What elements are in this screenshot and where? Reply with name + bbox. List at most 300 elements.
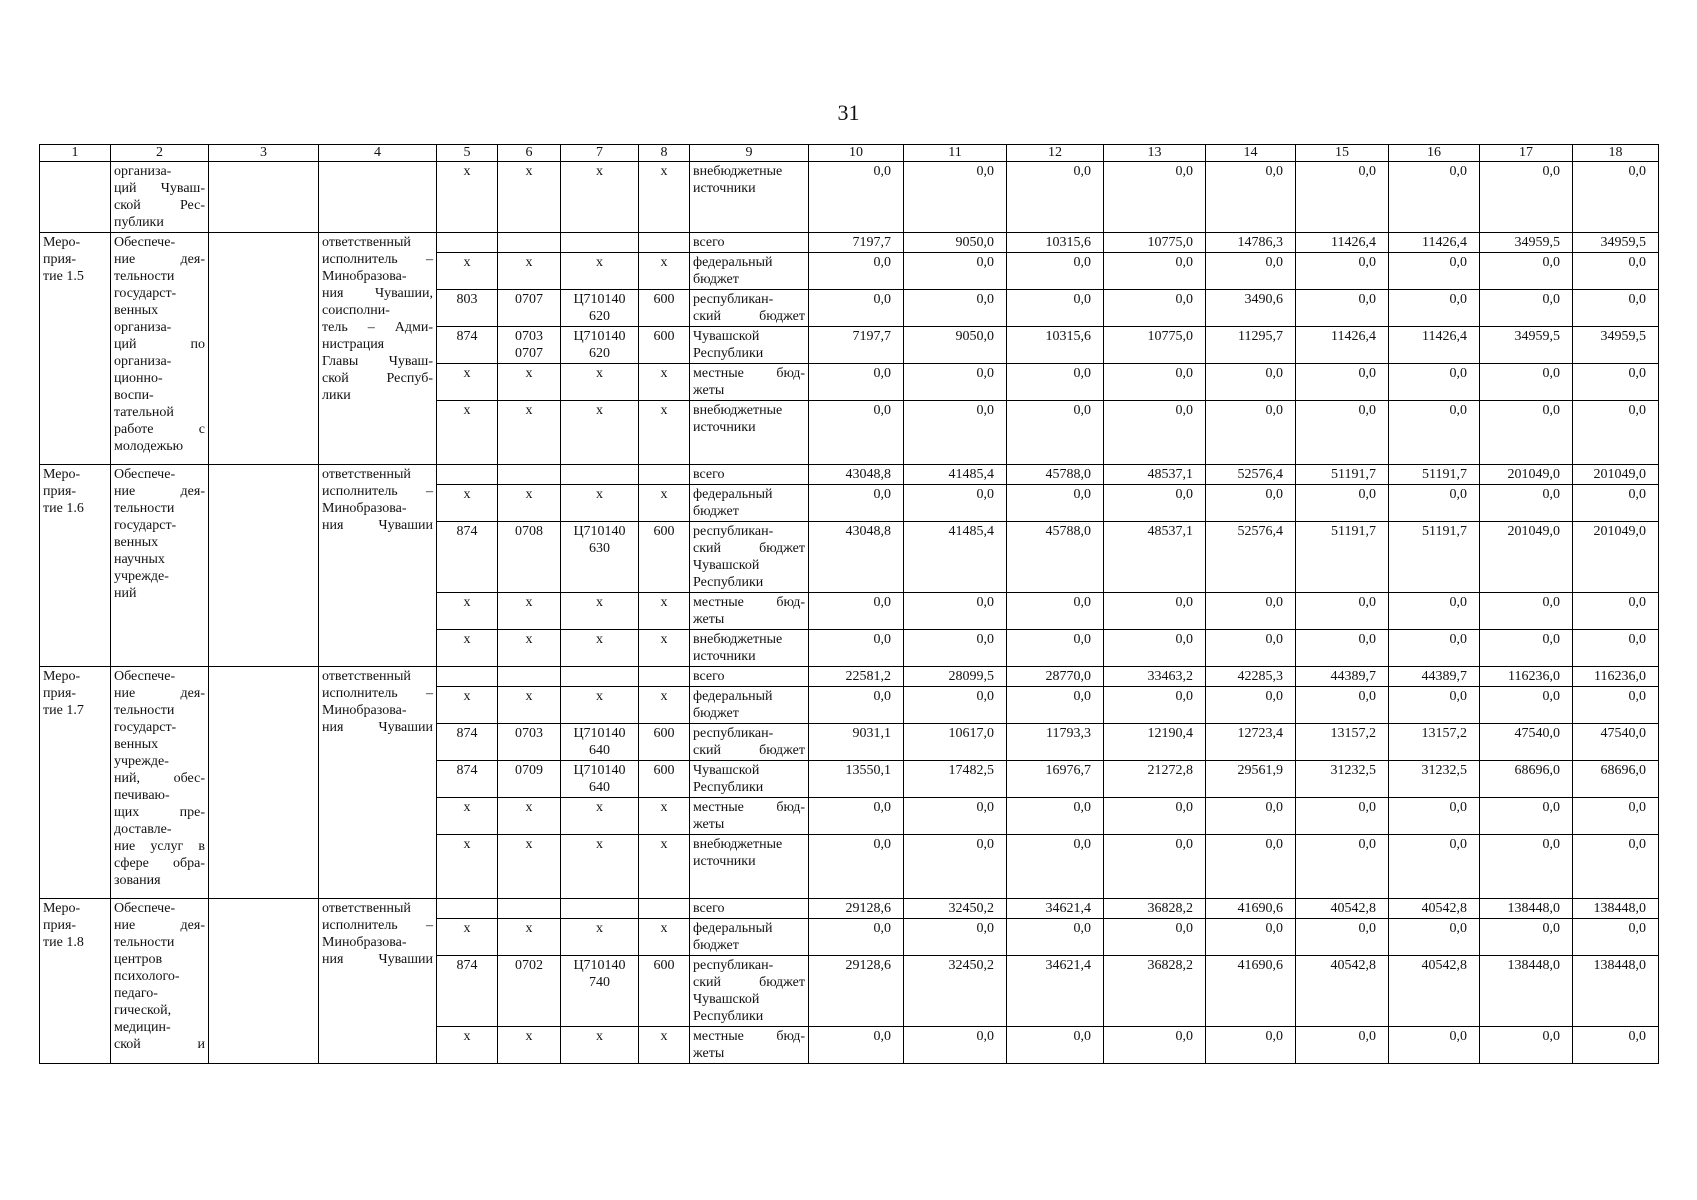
kbk-grbs: х [437,1027,498,1064]
amount-cell: 11295,7 [1206,327,1296,364]
amount-cell: 9050,0 [904,233,1007,253]
co-executor [209,233,319,465]
amount-cell: 0,0 [1206,401,1296,465]
amount-cell: 0,0 [904,593,1007,630]
amount-cell: 29128,6 [809,899,904,919]
kbk-expense-type: 600 [639,522,690,593]
kbk-expense-type [639,233,690,253]
amount-cell: 138448,0 [1573,956,1659,1027]
column-number: 2 [111,145,209,162]
amount-cell: 68696,0 [1480,761,1573,798]
kbk-target-article: х [561,593,639,630]
amount-cell: 0,0 [809,630,904,667]
amount-cell: 29128,6 [809,956,904,1027]
event-name: Обеспече- ние дея- тельности государст- венных учрежде- ний, обес- печиваю- щих пре- доставле- ние услуг в сфере обра- зования [111,667,209,899]
amount-cell: 0,0 [1573,162,1659,233]
funding-source: внебюджетные источники [690,630,809,667]
amount-cell: 0,0 [1206,687,1296,724]
budget-table [39,144,1659,1064]
amount-cell: 0,0 [904,290,1007,327]
amount-cell: 0,0 [904,401,1007,465]
amount-cell: 11426,4 [1296,327,1389,364]
amount-cell: 10315,6 [1007,233,1104,253]
amount-cell: 51191,7 [1389,522,1480,593]
kbk-target-article: Ц710140 620 [561,290,639,327]
amount-cell: 0,0 [1389,835,1480,899]
kbk-section: 0703 0707 [498,327,561,364]
executor: ответственный исполнитель – Минобразова- ния Чувашии [319,465,437,667]
amount-cell: 0,0 [1104,162,1206,233]
kbk-target-article: х [561,835,639,899]
amount-cell: 0,0 [1389,919,1480,956]
kbk-expense-type [639,667,690,687]
kbk-target-article: Ц710140 630 [561,522,639,593]
co-executor [209,465,319,667]
funding-source: федеральный бюджет [690,919,809,956]
column-number: 14 [1206,145,1296,162]
amount-cell: 7197,7 [809,233,904,253]
amount-cell: 0,0 [1573,919,1659,956]
amount-cell: 36828,2 [1104,899,1206,919]
amount-cell: 0,0 [1296,630,1389,667]
amount-cell: 45788,0 [1007,465,1104,485]
kbk-grbs [437,667,498,687]
column-number: 3 [209,145,319,162]
amount-cell: 201049,0 [1573,465,1659,485]
amount-cell: 11426,4 [1389,233,1480,253]
event-name: Обеспече- ние дея- тельности государст- венных организа- ций по организа- ционно- воспи- тательной работе с молодежью [111,233,209,465]
amount-cell: 0,0 [1573,401,1659,465]
co-executor [209,667,319,899]
kbk-section: х [498,1027,561,1064]
event-label: Меро- прия- тие 1.5 [40,233,111,465]
kbk-expense-type: 600 [639,956,690,1027]
kbk-section: 0708 [498,522,561,593]
table-row [40,667,1659,687]
amount-cell: 22581,2 [809,667,904,687]
funding-source: республикан- ский бюджет Чувашской Республики [690,522,809,593]
kbk-grbs: 874 [437,724,498,761]
amount-cell: 0,0 [809,290,904,327]
amount-cell: 0,0 [1480,630,1573,667]
amount-cell: 51191,7 [1296,465,1389,485]
amount-cell: 0,0 [1104,630,1206,667]
amount-cell: 0,0 [809,253,904,290]
amount-cell: 0,0 [1573,485,1659,522]
kbk-grbs: х [437,687,498,724]
amount-cell: 0,0 [1104,1027,1206,1064]
amount-cell: 0,0 [1389,687,1480,724]
amount-cell: 34959,5 [1573,233,1659,253]
amount-cell: 44389,7 [1296,667,1389,687]
amount-cell: 0,0 [1389,401,1480,465]
amount-cell: 0,0 [1206,364,1296,401]
column-number: 17 [1480,145,1573,162]
amount-cell: 0,0 [904,687,1007,724]
table-row [40,465,1659,485]
amount-cell: 0,0 [1007,1027,1104,1064]
amount-cell: 0,0 [1480,364,1573,401]
funding-source: всего [690,233,809,253]
amount-cell: 47540,0 [1573,724,1659,761]
amount-cell: 11426,4 [1296,233,1389,253]
amount-cell: 0,0 [1389,630,1480,667]
amount-cell: 0,0 [1007,290,1104,327]
amount-cell: 34959,5 [1480,327,1573,364]
kbk-grbs: х [437,630,498,667]
amount-cell: 13157,2 [1296,724,1389,761]
kbk-expense-type: 600 [639,290,690,327]
amount-cell: 116236,0 [1573,667,1659,687]
amount-cell: 0,0 [1389,593,1480,630]
co-executor [209,899,319,1064]
funding-source: всего [690,667,809,687]
amount-cell: 33463,2 [1104,667,1206,687]
kbk-section: х [498,485,561,522]
amount-cell: 201049,0 [1480,522,1573,593]
kbk-target-article: х [561,919,639,956]
amount-cell: 0,0 [1296,919,1389,956]
kbk-grbs: х [437,162,498,233]
kbk-target-article: х [561,485,639,522]
amount-cell: 12190,4 [1104,724,1206,761]
table-body [40,145,1659,1064]
amount-cell: 0,0 [1389,1027,1480,1064]
amount-cell: 0,0 [1389,485,1480,522]
amount-cell: 0,0 [904,253,1007,290]
amount-cell: 0,0 [1573,290,1659,327]
funding-source: республикан- ский бюджет [690,290,809,327]
amount-cell: 0,0 [1104,401,1206,465]
kbk-grbs [437,899,498,919]
kbk-grbs [437,465,498,485]
amount-cell: 0,0 [809,485,904,522]
amount-cell: 34621,4 [1007,956,1104,1027]
amount-cell: 0,0 [1573,687,1659,724]
funding-source: всего [690,465,809,485]
kbk-expense-type: х [639,593,690,630]
amount-cell: 0,0 [809,919,904,956]
funding-source: внебюджетные источники [690,401,809,465]
amount-cell: 12723,4 [1206,724,1296,761]
column-number-row [40,145,1659,162]
amount-cell: 138448,0 [1480,899,1573,919]
column-number: 9 [690,145,809,162]
kbk-grbs [437,233,498,253]
amount-cell: 0,0 [809,162,904,233]
amount-cell: 0,0 [1206,162,1296,233]
amount-cell: 41690,6 [1206,899,1296,919]
amount-cell: 0,0 [1007,687,1104,724]
amount-cell: 51191,7 [1389,465,1480,485]
column-number: 11 [904,145,1007,162]
amount-cell: 45788,0 [1007,522,1104,593]
column-number: 6 [498,145,561,162]
kbk-expense-type: 600 [639,761,690,798]
amount-cell: 3490,6 [1206,290,1296,327]
event-name: Обеспече- ние дея- тельности государст- венных научных учрежде- ний [111,465,209,667]
amount-cell: 0,0 [1206,798,1296,835]
amount-cell: 0,0 [809,687,904,724]
amount-cell: 0,0 [1296,253,1389,290]
amount-cell: 0,0 [1206,835,1296,899]
amount-cell: 40542,8 [1389,899,1480,919]
amount-cell: 47540,0 [1480,724,1573,761]
amount-cell: 0,0 [1389,798,1480,835]
co-executor [209,162,319,233]
kbk-target-article: х [561,253,639,290]
kbk-target-article [561,233,639,253]
amount-cell: 0,0 [1104,290,1206,327]
column-number: 8 [639,145,690,162]
amount-cell: 0,0 [1007,485,1104,522]
amount-cell: 0,0 [1007,401,1104,465]
amount-cell: 10775,0 [1104,327,1206,364]
amount-cell: 0,0 [809,593,904,630]
amount-cell: 116236,0 [1480,667,1573,687]
kbk-target-article: х [561,401,639,465]
amount-cell: 0,0 [904,919,1007,956]
amount-cell: 138448,0 [1573,899,1659,919]
kbk-expense-type: х [639,253,690,290]
kbk-target-article: Ц710140 640 [561,761,639,798]
kbk-grbs: 874 [437,327,498,364]
table-row [40,162,1659,233]
funding-source: внебюджетные источники [690,162,809,233]
amount-cell: 42285,3 [1206,667,1296,687]
table-row [40,233,1659,253]
amount-cell: 0,0 [904,630,1007,667]
amount-cell: 48537,1 [1104,465,1206,485]
amount-cell: 0,0 [1480,835,1573,899]
amount-cell: 52576,4 [1206,522,1296,593]
amount-cell: 40542,8 [1296,899,1389,919]
event-label: Меро- прия- тие 1.7 [40,667,111,899]
amount-cell: 0,0 [1296,798,1389,835]
amount-cell: 41485,4 [904,465,1007,485]
amount-cell: 10775,0 [1104,233,1206,253]
amount-cell: 0,0 [1104,364,1206,401]
event-name: Обеспече- ние дея- тельности центров психолого- педаго- гической, медицин- ской и [111,899,209,1064]
funding-source: федеральный бюджет [690,687,809,724]
kbk-target-article: х [561,364,639,401]
amount-cell: 0,0 [1480,798,1573,835]
column-number: 13 [1104,145,1206,162]
kbk-section: х [498,162,561,233]
amount-cell: 16976,7 [1007,761,1104,798]
column-number: 7 [561,145,639,162]
amount-cell: 0,0 [1573,1027,1659,1064]
column-number: 16 [1389,145,1480,162]
funding-source: всего [690,899,809,919]
kbk-section: х [498,687,561,724]
amount-cell: 0,0 [1104,798,1206,835]
kbk-expense-type: х [639,401,690,465]
amount-cell: 0,0 [1480,290,1573,327]
amount-cell: 0,0 [1104,253,1206,290]
amount-cell: 43048,8 [809,522,904,593]
kbk-section: х [498,630,561,667]
kbk-target-article: х [561,798,639,835]
funding-source: местные бюд- жеты [690,364,809,401]
amount-cell: 0,0 [1480,919,1573,956]
kbk-target-article: Ц710140 740 [561,956,639,1027]
kbk-grbs: х [437,919,498,956]
event-label: Меро- прия- тие 1.6 [40,465,111,667]
kbk-section: х [498,919,561,956]
executor [319,162,437,233]
amount-cell: 0,0 [1480,401,1573,465]
amount-cell: 0,0 [1104,835,1206,899]
amount-cell: 11426,4 [1389,327,1480,364]
amount-cell: 31232,5 [1389,761,1480,798]
column-number: 1 [40,145,111,162]
amount-cell: 0,0 [1296,364,1389,401]
amount-cell: 41690,6 [1206,956,1296,1027]
amount-cell: 0,0 [809,1027,904,1064]
amount-cell: 7197,7 [809,327,904,364]
amount-cell: 0,0 [1296,687,1389,724]
amount-cell: 34959,5 [1573,327,1659,364]
amount-cell: 0,0 [1007,835,1104,899]
amount-cell: 44389,7 [1389,667,1480,687]
kbk-expense-type: 600 [639,327,690,364]
amount-cell: 52576,4 [1206,465,1296,485]
kbk-grbs: 874 [437,761,498,798]
executor: ответственный исполнитель – Минобразова- ния Чувашии [319,667,437,899]
amount-cell: 0,0 [904,485,1007,522]
amount-cell: 68696,0 [1573,761,1659,798]
kbk-expense-type: х [639,630,690,667]
amount-cell: 201049,0 [1480,465,1573,485]
amount-cell: 0,0 [1206,485,1296,522]
funding-source: федеральный бюджет [690,253,809,290]
amount-cell: 0,0 [1206,1027,1296,1064]
amount-cell: 0,0 [1206,919,1296,956]
funding-source: внебюджетные источники [690,835,809,899]
executor: ответственный исполнитель – Минобразова- ния Чувашии, соисполни- тель – Адми- нистрация Главы Чуваш- ской Респуб- лики [319,233,437,465]
kbk-expense-type: х [639,798,690,835]
amount-cell: 0,0 [904,798,1007,835]
kbk-section: х [498,798,561,835]
kbk-section: 0702 [498,956,561,1027]
amount-cell: 138448,0 [1480,956,1573,1027]
kbk-section: х [498,253,561,290]
kbk-section: х [498,593,561,630]
kbk-expense-type: х [639,364,690,401]
kbk-target-article: х [561,630,639,667]
amount-cell: 0,0 [1389,364,1480,401]
kbk-section: х [498,401,561,465]
amount-cell: 0,0 [809,798,904,835]
funding-source: республикан- ский бюджет [690,724,809,761]
amount-cell: 0,0 [1007,593,1104,630]
kbk-expense-type: х [639,1027,690,1064]
amount-cell: 28099,5 [904,667,1007,687]
kbk-target-article: Ц710140 640 [561,724,639,761]
amount-cell: 0,0 [1480,253,1573,290]
kbk-section: 0703 [498,724,561,761]
amount-cell: 0,0 [1573,593,1659,630]
kbk-grbs: х [437,253,498,290]
amount-cell: 10315,6 [1007,327,1104,364]
column-number: 5 [437,145,498,162]
kbk-grbs: х [437,835,498,899]
kbk-target-article [561,465,639,485]
kbk-section: 0707 [498,290,561,327]
amount-cell: 0,0 [1296,593,1389,630]
kbk-section [498,233,561,253]
amount-cell: 21272,8 [1104,761,1206,798]
amount-cell: 17482,5 [904,761,1007,798]
amount-cell: 0,0 [1573,798,1659,835]
amount-cell: 0,0 [1007,798,1104,835]
amount-cell: 51191,7 [1296,522,1389,593]
amount-cell: 0,0 [1389,290,1480,327]
kbk-section [498,465,561,485]
amount-cell: 0,0 [1389,162,1480,233]
kbk-section: х [498,364,561,401]
amount-cell: 0,0 [904,364,1007,401]
amount-cell: 34959,5 [1480,233,1573,253]
amount-cell: 34621,4 [1007,899,1104,919]
funding-source: местные бюд- жеты [690,1027,809,1064]
amount-cell: 31232,5 [1296,761,1389,798]
amount-cell: 0,0 [904,835,1007,899]
funding-source: республикан- ский бюджет Чувашской Республики [690,956,809,1027]
amount-cell: 9050,0 [904,327,1007,364]
kbk-grbs: х [437,485,498,522]
column-number: 10 [809,145,904,162]
amount-cell: 0,0 [1296,835,1389,899]
amount-cell: 13550,1 [809,761,904,798]
kbk-grbs: х [437,798,498,835]
kbk-section [498,899,561,919]
funding-source: федеральный бюджет [690,485,809,522]
amount-cell: 14786,3 [1206,233,1296,253]
kbk-expense-type: х [639,919,690,956]
amount-cell: 0,0 [809,835,904,899]
amount-cell: 0,0 [1206,593,1296,630]
funding-source: местные бюд- жеты [690,798,809,835]
amount-cell: 0,0 [1480,162,1573,233]
amount-cell: 0,0 [1104,593,1206,630]
amount-cell: 0,0 [1007,162,1104,233]
kbk-expense-type [639,899,690,919]
kbk-target-article [561,667,639,687]
column-number: 4 [319,145,437,162]
executor: ответственный исполнитель – Минобразова- ния Чувашии [319,899,437,1064]
amount-cell: 0,0 [1007,364,1104,401]
amount-cell: 40542,8 [1389,956,1480,1027]
amount-cell: 32450,2 [904,956,1007,1027]
amount-cell: 0,0 [1007,919,1104,956]
amount-cell: 43048,8 [809,465,904,485]
kbk-section [498,667,561,687]
amount-cell: 40542,8 [1296,956,1389,1027]
amount-cell: 0,0 [1104,919,1206,956]
amount-cell: 0,0 [1480,485,1573,522]
amount-cell: 0,0 [1296,162,1389,233]
funding-source: Чувашской Республики [690,327,809,364]
amount-cell: 10617,0 [904,724,1007,761]
amount-cell: 0,0 [1206,253,1296,290]
event-label: Меро- прия- тие 1.8 [40,899,111,1064]
amount-cell: 13157,2 [1389,724,1480,761]
amount-cell: 32450,2 [904,899,1007,919]
amount-cell: 0,0 [1206,630,1296,667]
amount-cell: 0,0 [1296,485,1389,522]
